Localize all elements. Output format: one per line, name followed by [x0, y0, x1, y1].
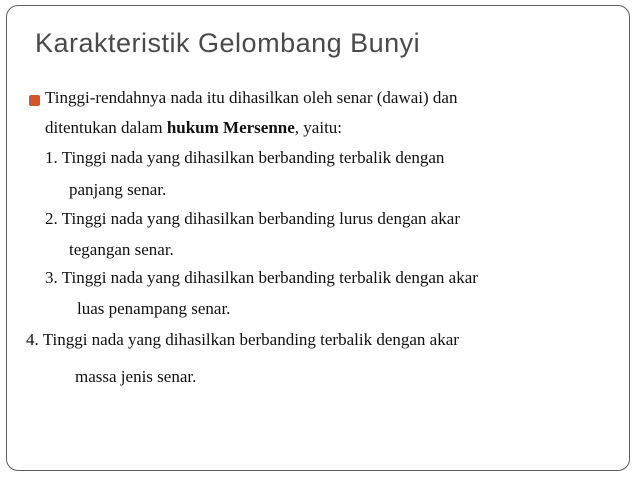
item-3-line-2: luas penampang senar. — [77, 299, 231, 318]
intro-prefix: ditentukan dalam — [45, 118, 167, 137]
item-2-line-2: tegangan senar. — [69, 240, 174, 259]
item-1-line-2: panjang senar. — [69, 180, 167, 199]
intro-line-2 — [45, 118, 342, 138]
item-3-line-1: 3. Tinggi nada yang dihasilkan berbanding terbalik dengan akar — [45, 268, 478, 287]
bullet-icon — [29, 95, 40, 106]
item-4-line-1: 4. Tinggi nada yang dihasilkan berbanding terbalik dengan akar — [26, 330, 459, 349]
hukum-mersenne-term: hukum Mersenne — [166, 118, 295, 137]
item-1-line-1: 1. Tinggi nada yang dihasilkan berbanding terbalik dengan — [45, 148, 445, 167]
slide-frame — [6, 5, 630, 471]
intro-suffix: , yaitu: — [294, 118, 343, 137]
slide-title: Karakteristik Gelombang Bunyi — [35, 28, 421, 58]
item-2-line-1: 2. Tinggi nada yang dihasilkan berbanding lurus dengan akar — [45, 209, 461, 228]
intro-line-1: Tinggi-rendahnya nada itu dihasilkan oleh senar (dawai) dan — [45, 88, 458, 107]
item-4-line-2: massa jenis senar. — [75, 367, 197, 386]
